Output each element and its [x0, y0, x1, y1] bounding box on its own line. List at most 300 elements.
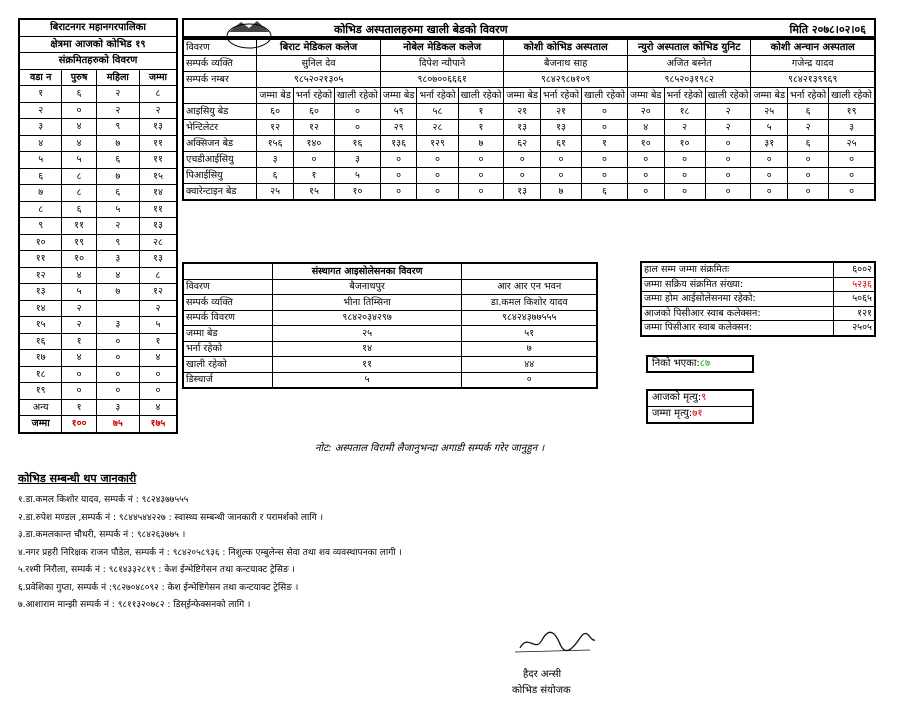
ward-cell: २ — [19, 102, 62, 119]
bed-column-header: जम्मा बेड — [751, 88, 788, 104]
summary-row — [641, 292, 875, 307]
signer-name: हैदर अन्सी — [523, 669, 562, 680]
bed-count-cell: ० — [582, 168, 628, 184]
ward-row — [19, 317, 177, 334]
ward-cell: १२ — [139, 284, 177, 301]
deaths-today-label: आजको मृत्यु: — [652, 392, 702, 403]
ward-cell: १ — [139, 333, 177, 350]
bed-row — [183, 152, 875, 168]
ward-cell: ११ — [62, 218, 96, 235]
ward-cell: १७ — [19, 350, 62, 367]
ward-header-cell: वडा न — [19, 69, 62, 86]
bed-count-cell: ० — [380, 184, 417, 201]
hospital-beds-table — [182, 38, 876, 201]
ward-cell: २ — [96, 102, 139, 119]
ward-total-cell: ७५ — [96, 416, 139, 433]
bed-count-cell: २५ — [829, 136, 875, 152]
bed-count-cell: ७ — [540, 184, 581, 201]
bed-count-cell: १३ — [504, 120, 541, 136]
ward-row — [19, 201, 177, 218]
bed-count-cell: १५ — [293, 184, 334, 201]
ward-cell: ८ — [139, 86, 177, 103]
bed-count-cell: ६ — [788, 104, 829, 120]
note: नोट: अस्पताल विरामी लैजानुभन्दा अगाडी सम्पर्क गरेर जानुहुन । — [315, 443, 545, 454]
info-item: ४.नगर प्रहरी निरिक्षक राजन पौडेल, सम्पर्क नं : ९८४२०५८९३६ : निशुल्क एम्बुलेन्स सेवा तथा शव व्यवस्थापनका लागी । — [18, 547, 402, 558]
hospital-contact: गजेन्द्र यादव — [751, 56, 875, 72]
bed-count-cell: ७ — [458, 136, 504, 152]
isolation-cell: ७ — [462, 341, 597, 357]
ward-total-cell: जम्मा — [19, 416, 62, 433]
hospital-contact: अजित बस्नेत — [627, 56, 751, 72]
bed-column-header: भर्ना रहेको — [664, 88, 705, 104]
signer-post: कोभिड संयोजक — [512, 685, 571, 696]
ward-row — [19, 152, 177, 169]
bed-count-cell: ० — [788, 168, 829, 184]
bed-count-cell: ० — [582, 104, 628, 120]
bed-count-cell: ६१ — [540, 136, 581, 152]
info-item: २.डा.रुपेश मण्डल ,सम्पर्क नं : ९८४४५४४२२७ : स्वास्थ्य सम्बन्धी जानकारी र परामर्शको लागि । — [18, 512, 324, 523]
ward-cell: ० — [139, 383, 177, 400]
summary-value: ५०६५ — [834, 292, 876, 307]
bed-column-header: खाली रहेको — [829, 88, 875, 104]
isolation-title: संस्थागत आइसोलेसनका विवरण — [272, 263, 462, 279]
bed-column-header: जम्मा बेड — [504, 88, 541, 104]
bed-count-cell: २ — [705, 120, 751, 136]
bed-count-cell: १९ — [829, 104, 875, 120]
deaths-today-value: ९ — [701, 392, 707, 403]
bed-count-cell: ० — [540, 168, 581, 184]
bed-count-cell: १८ — [664, 104, 705, 120]
bed-count-cell: ० — [293, 152, 334, 168]
ward-cell: ५ — [62, 152, 96, 169]
ward-cell: ५ — [96, 201, 139, 218]
bed-count-cell: ३ — [335, 152, 381, 168]
ward-cell: ३ — [96, 251, 139, 268]
info-list — [18, 492, 402, 615]
ward-cell: १९ — [62, 234, 96, 251]
signature — [510, 628, 600, 656]
bed-count-cell: ० — [664, 184, 705, 201]
ward-cell: १ — [62, 399, 96, 416]
isolation-cell: ५ — [272, 372, 462, 388]
isolation-cell: ११ — [272, 357, 462, 373]
bed-type-label: एचडीआईसियु — [183, 152, 257, 168]
ward-cell: अन्य — [19, 399, 62, 416]
ward-cell: ० — [96, 333, 139, 350]
isolation-row — [183, 357, 597, 373]
bed-count-cell: ६२ — [504, 136, 541, 152]
summary-label: जम्मा पिसीआर स्वाब कलेक्सन: — [641, 321, 834, 336]
bed-count-cell: १३ — [540, 120, 581, 136]
hospital-phone: ९८०७००६६६१ — [380, 72, 504, 88]
ward-cell: १८ — [19, 366, 62, 383]
isolation-header-cell: आर आर एन भवन — [462, 279, 597, 295]
bed-count-cell: २ — [705, 104, 751, 120]
bed-count-cell: ० — [417, 152, 458, 168]
isolation-cell: ९८४२४३७७५५५ — [462, 310, 597, 326]
ward-cell: १३ — [139, 218, 177, 235]
bed-count-cell: ० — [705, 184, 751, 201]
ward-cell: ८ — [62, 168, 96, 185]
bed-count-cell: ४ — [627, 120, 664, 136]
bed-column-header: खाली रहेको — [458, 88, 504, 104]
summary-row — [641, 306, 875, 321]
bed-count-cell: ० — [829, 152, 875, 168]
bed-count-cell: ० — [504, 168, 541, 184]
bed-count-cell: ० — [335, 120, 381, 136]
hospital-name: न्युरो अस्पताल कोभिड युनिट — [627, 39, 751, 56]
hospital-table-title-bar — [182, 18, 876, 38]
bed-count-cell: १ — [458, 120, 504, 136]
isolation-cell: २५ — [272, 326, 462, 342]
ward-cell: २ — [96, 86, 139, 103]
ward-cell: ६ — [96, 152, 139, 169]
ward-cell: ३ — [19, 119, 62, 136]
bed-column-header: भर्ना रहेको — [788, 88, 829, 104]
ward-cell: १२ — [19, 267, 62, 284]
isolation-cell: सम्पर्क विवरण — [183, 310, 272, 326]
summary-row — [641, 262, 875, 277]
bed-column-header: खाली रहेको — [582, 88, 628, 104]
ward-total-row — [19, 416, 177, 433]
bed-type-label: आइसियु बेड — [183, 104, 257, 120]
ward-cell: १० — [19, 234, 62, 251]
isolation-row — [183, 372, 597, 388]
ward-cell: २ — [96, 218, 139, 235]
ward-row — [19, 102, 177, 119]
ward-row — [19, 135, 177, 152]
ward-cell: ८ — [19, 201, 62, 218]
ward-cell: ४ — [62, 119, 96, 136]
ward-header-cell: महिला — [96, 69, 139, 86]
bed-count-cell: १३ — [504, 184, 541, 201]
bed-row — [183, 104, 875, 120]
hospital-name: बिराट मेडिकल कलेज — [257, 39, 381, 56]
ward-cell: १ — [62, 333, 96, 350]
bed-count-cell: १ — [458, 104, 504, 120]
ward-cell: ७ — [96, 284, 139, 301]
ward-cell: ९ — [96, 119, 139, 136]
ward-cell: ८ — [62, 185, 96, 202]
bed-type-label: पिआईसियु — [183, 168, 257, 184]
summary-value: २५०५ — [834, 321, 876, 336]
bed-count-cell: ० — [582, 152, 628, 168]
hospital-row-label: सम्पर्क नम्बर — [183, 72, 257, 88]
bed-count-cell: १४० — [293, 136, 334, 152]
isolation-cell: ४४ — [462, 357, 597, 373]
bed-count-cell: ० — [380, 168, 417, 184]
ward-cell: १५ — [19, 317, 62, 334]
bed-count-cell: ५८ — [417, 104, 458, 120]
ward-cell: ४ — [62, 267, 96, 284]
hospital-row-label: विवरण — [183, 39, 257, 56]
ward-cell: १३ — [139, 119, 177, 136]
bed-count-cell: २५ — [257, 184, 294, 201]
info-item: ६.प्रवेशिका गुप्ता, सम्पर्क नं :९८२७०४८०९२ : केश ईन्भेष्टिगेसन तथा कन्टयाक्ट ट्रेसिङ । — [18, 582, 299, 593]
ward-cell: ६ — [96, 185, 139, 202]
isolation-cell: १४ — [272, 341, 462, 357]
bed-count-cell: १० — [335, 184, 381, 201]
ward-row — [19, 218, 177, 235]
bed-count-cell: १ — [582, 136, 628, 152]
ward-row — [19, 350, 177, 367]
bed-row — [183, 184, 875, 201]
summary-label: आजको पिसीआर स्वाब कलेक्सन: — [641, 306, 834, 321]
bed-count-cell: ० — [458, 168, 504, 184]
bed-count-cell: ० — [540, 152, 581, 168]
bed-count-cell: ३ — [257, 152, 294, 168]
bed-row — [183, 168, 875, 184]
info-item: ३.डा.कमलकान्त चौधरी, सम्पर्क नं : ९८४२६३७७५ । — [18, 530, 186, 540]
ward-cell: १४ — [139, 185, 177, 202]
bed-column-header: जम्मा बेड — [380, 88, 417, 104]
bed-count-cell: ० — [627, 152, 664, 168]
bed-count-cell: २९ — [380, 120, 417, 136]
ward-row — [19, 86, 177, 103]
ward-cell — [96, 300, 139, 317]
bed-column-header: भर्ना रहेको — [293, 88, 334, 104]
summary-row — [641, 321, 875, 336]
bed-count-cell: १३६ — [380, 136, 417, 152]
ward-cell: ६ — [62, 201, 96, 218]
bed-count-cell: ३१ — [751, 136, 788, 152]
bed-column-header: खाली रहेको — [705, 88, 751, 104]
ward-row — [19, 119, 177, 136]
info-item: ७.आशाराम मान्झी सम्पर्क नं : ९८११३२०७८२ : डिस्ईन्फेक्सनको लागि । — [18, 600, 251, 610]
ward-cell: १३ — [19, 284, 62, 301]
isolation-title-spacer2 — [462, 263, 597, 279]
ward-cell: ६ — [19, 168, 62, 185]
info-item: १.डा.कमल किशोर यादव, सम्पर्क नं : ९८२४३७७५५५ — [18, 495, 189, 505]
ward-cell: ५ — [19, 152, 62, 169]
bed-count-cell: ५ — [335, 168, 381, 184]
isolation-row — [183, 341, 597, 357]
bed-count-cell: ० — [829, 184, 875, 201]
ward-cell: ११ — [19, 251, 62, 268]
bed-count-cell: ० — [664, 168, 705, 184]
bed-count-cell: ० — [504, 152, 541, 168]
deaths-box — [646, 389, 754, 424]
ward-cell: ११ — [139, 152, 177, 169]
bed-count-cell: ० — [380, 152, 417, 168]
bed-type-label: क्वारेन्टाइन बेड — [183, 184, 257, 201]
deaths-total-value: ७१ — [692, 408, 703, 419]
bed-count-cell: १६ — [335, 136, 381, 152]
ward-cell: ० — [62, 366, 96, 383]
isolation-cell: ० — [462, 372, 597, 388]
ward-cell: १३ — [139, 251, 177, 268]
ward-cell: ९ — [96, 234, 139, 251]
bed-count-cell: ० — [751, 152, 788, 168]
bed-count-cell: ५ — [751, 120, 788, 136]
summary-value: ५२३६ — [834, 277, 876, 292]
ward-cell: २८ — [139, 234, 177, 251]
ward-row — [19, 333, 177, 350]
bed-count-cell: ० — [627, 168, 664, 184]
bed-count-cell: ० — [582, 120, 628, 136]
ward-row — [19, 168, 177, 185]
ward-cell: ७ — [96, 135, 139, 152]
bed-count-cell: ६० — [293, 104, 334, 120]
bed-column-header: भर्ना रहेको — [540, 88, 581, 104]
summary-label: हाल सम्म जम्मा संक्रमितः — [641, 262, 834, 277]
ward-cell: २ — [62, 300, 96, 317]
isolation-row — [183, 295, 597, 311]
summary-table — [640, 261, 876, 337]
isolation-cell: खाली रहेको — [183, 357, 272, 373]
ward-row — [19, 234, 177, 251]
bed-row — [183, 136, 875, 152]
ward-cell: ११ — [139, 201, 177, 218]
ward-cell: ४ — [62, 135, 96, 152]
summary-label: जम्मा सक्रिय संक्रमित संख्या: — [641, 277, 834, 292]
bed-count-cell: ० — [627, 184, 664, 201]
ward-cell: ७ — [96, 168, 139, 185]
bed-column-header: जम्मा बेड — [627, 88, 664, 104]
bed-count-cell: ० — [335, 104, 381, 120]
ward-cell: २ — [139, 300, 177, 317]
ward-cell: ८ — [139, 267, 177, 284]
bed-column-header: जम्मा बेड — [257, 88, 294, 104]
bed-count-cell: २ — [664, 120, 705, 136]
hospital-contact: बैजनाथ साह — [504, 56, 628, 72]
isolation-cell: ५१ — [462, 326, 597, 342]
summary-value: ६००२ — [834, 262, 876, 277]
ward-row — [19, 399, 177, 416]
ward-cell: ४ — [96, 267, 139, 284]
bed-count-cell: १२ — [293, 120, 334, 136]
ward-cell: ९ — [19, 218, 62, 235]
isolation-row — [183, 326, 597, 342]
ward-row — [19, 267, 177, 284]
ward-title-line: बिराटनगर महानगरपालिका — [19, 19, 177, 36]
ward-title-line: क्षेत्रमा आजको कोभिड १९ — [19, 36, 177, 53]
bed-row — [183, 120, 875, 136]
ward-cell: १९ — [19, 383, 62, 400]
ward-cell: ६ — [62, 86, 96, 103]
bed-count-cell: ६ — [582, 184, 628, 201]
bed-count-cell: ० — [788, 184, 829, 201]
isolation-cell: डिस्चार्ज — [183, 372, 272, 388]
bed-type-label: भेन्टिलेटर — [183, 120, 257, 136]
ward-header-cell: पुरुष — [62, 69, 96, 86]
bed-count-cell: ० — [417, 184, 458, 201]
ward-cell: ० — [62, 102, 96, 119]
hospital-name: कोशी अन्चान अस्पताल — [751, 39, 875, 56]
bed-column-header: खाली रहेको — [335, 88, 381, 104]
bed-count-cell: ० — [788, 152, 829, 168]
bed-count-cell: १० — [664, 136, 705, 152]
ward-cell: ५ — [62, 284, 96, 301]
bed-count-cell: १५६ — [257, 136, 294, 152]
hospital-name: कोशी कोभिड अस्पताल — [504, 39, 628, 56]
bed-count-cell: १२ — [257, 120, 294, 136]
recovered-box — [646, 355, 754, 373]
ward-cell: १५ — [139, 168, 177, 185]
ward-cell: ० — [96, 366, 139, 383]
bed-count-cell: ० — [705, 168, 751, 184]
hospital-contact: दिपेश न्यौपाने — [380, 56, 504, 72]
bed-count-cell: १ — [293, 168, 334, 184]
ward-header-cell: जम्मा — [139, 69, 177, 86]
info-title: कोभिड सम्बन्धी थप जानकारी — [18, 472, 137, 485]
ward-cases-table — [18, 18, 178, 434]
bed-count-cell: ० — [751, 184, 788, 201]
hospital-header-spacer — [183, 88, 257, 104]
bed-count-cell: ० — [417, 168, 458, 184]
bed-count-cell: ० — [705, 136, 751, 152]
ward-row — [19, 383, 177, 400]
ward-cell: ३ — [96, 399, 139, 416]
bed-count-cell: ३ — [829, 120, 875, 136]
ward-cell: ४ — [62, 350, 96, 367]
ward-row — [19, 185, 177, 202]
isolation-header-cell: विवरण — [183, 279, 272, 295]
isolation-cell: जम्मा बेड — [183, 326, 272, 342]
hospital-phone: ९८५२०३१९८२ — [627, 72, 751, 88]
ward-cell: ० — [96, 350, 139, 367]
bed-count-cell: २० — [627, 104, 664, 120]
ward-cell: ० — [139, 366, 177, 383]
ward-cell: ४ — [139, 350, 177, 367]
ward-row — [19, 251, 177, 268]
bed-count-cell: २१ — [504, 104, 541, 120]
deaths-total-label: जम्मा मृत्यु: — [652, 408, 693, 419]
summary-label: जम्मा होम आईसोलेसनमा रहेको: — [641, 292, 834, 307]
isolation-title-spacer — [183, 263, 272, 279]
bed-count-cell: ० — [751, 168, 788, 184]
bed-count-cell: ० — [829, 168, 875, 184]
recovered-value: ८७ — [699, 358, 711, 369]
bed-count-cell: ० — [458, 184, 504, 201]
bed-count-cell: १० — [627, 136, 664, 152]
ward-cell: ११ — [139, 135, 177, 152]
ward-row — [19, 300, 177, 317]
bed-count-cell: ६ — [257, 168, 294, 184]
bed-count-cell: २१ — [540, 104, 581, 120]
bed-count-cell: ५९ — [380, 104, 417, 120]
ward-total-cell: १७५ — [139, 416, 177, 433]
bed-count-cell: २५ — [751, 104, 788, 120]
bed-count-cell: ० — [705, 152, 751, 168]
hospital-table-title: कोभिड अस्पतालहरुमा खाली बेडको विवरण — [334, 23, 508, 36]
bed-count-cell: ० — [664, 152, 705, 168]
isolation-cell: ९८४२०३४२९७ — [272, 310, 462, 326]
bed-count-cell: ६० — [257, 104, 294, 120]
recovered-label: निको भएका: — [652, 358, 700, 369]
isolation-row — [183, 310, 597, 326]
bed-count-cell: १२९ — [417, 136, 458, 152]
ward-cell: २ — [62, 317, 96, 334]
bed-count-cell: २८ — [417, 120, 458, 136]
bed-column-header: भर्ना रहेको — [417, 88, 458, 104]
ward-cell: ४ — [139, 399, 177, 416]
bed-count-cell: ० — [458, 152, 504, 168]
summary-value: १२१ — [834, 306, 876, 321]
info-item: ५.रश्मी निरौला, सम्पर्क नं : ९८१४३३२८१९ : केश ईन्भेष्टिगेसन तथा कन्टयाक्ट ट्रेसिङ । — [18, 565, 295, 575]
isolation-cell: डा.कमल किशोर यादव — [462, 295, 597, 311]
bed-count-cell: २ — [788, 120, 829, 136]
summary-row — [641, 277, 875, 292]
ward-cell: ० — [96, 383, 139, 400]
hospital-phone: ९८४२१३९९६९ — [751, 72, 875, 88]
hospital-name: नोबेल मेडिकल कलेज — [380, 39, 504, 56]
ward-cell: १ — [19, 86, 62, 103]
ward-cell: १४ — [19, 300, 62, 317]
ward-cell: ० — [62, 383, 96, 400]
ward-cell: ४ — [19, 135, 62, 152]
hospital-phone: ९८४२९८७१०९ — [504, 72, 628, 88]
